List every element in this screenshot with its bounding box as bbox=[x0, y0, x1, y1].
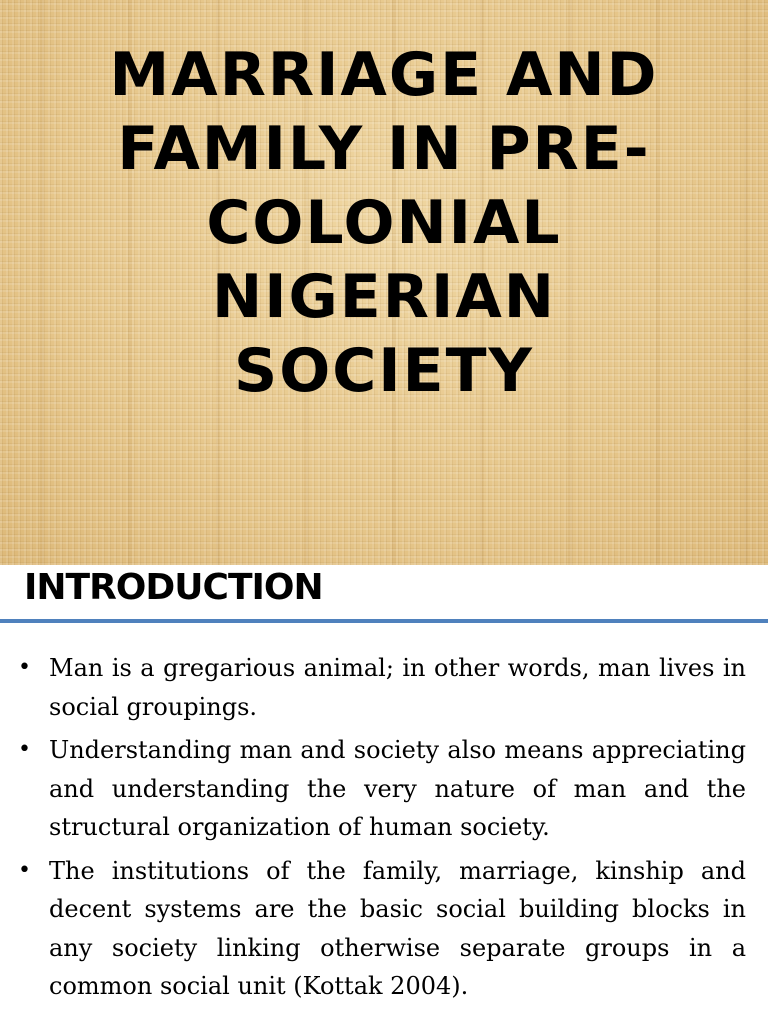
heading-divider bbox=[0, 619, 768, 623]
bullet-icon: • bbox=[18, 655, 31, 680]
bullet-text: The institutions of the family, marriage, kinship and decent systems are the basic social building blocks in any society linking otherwise separate groups in a common social unit (Kottak 2004). bbox=[49, 856, 746, 1000]
bullet-text: Man is a gregarious animal; in other words, man lives in social groupings. bbox=[49, 654, 746, 721]
bullet-text: Understanding man and society also means appreciating and understanding the very nature of man and the structural organization of human society. bbox=[49, 736, 746, 841]
introduction-slide bbox=[0, 565, 768, 1024]
bullet-icon: • bbox=[18, 737, 31, 762]
slide-title: MARRIAGE AND FAMILY IN PRE- COLONIAL NIGERIAN SOCIETY bbox=[109, 40, 659, 406]
bullet-icon: • bbox=[18, 857, 31, 883]
bullet-list bbox=[0, 649, 768, 1011]
bullet-item bbox=[0, 649, 768, 726]
bullet-item bbox=[0, 731, 768, 847]
introduction-heading: INTRODUCTION bbox=[24, 567, 323, 608]
bullet-item bbox=[0, 852, 768, 1006]
